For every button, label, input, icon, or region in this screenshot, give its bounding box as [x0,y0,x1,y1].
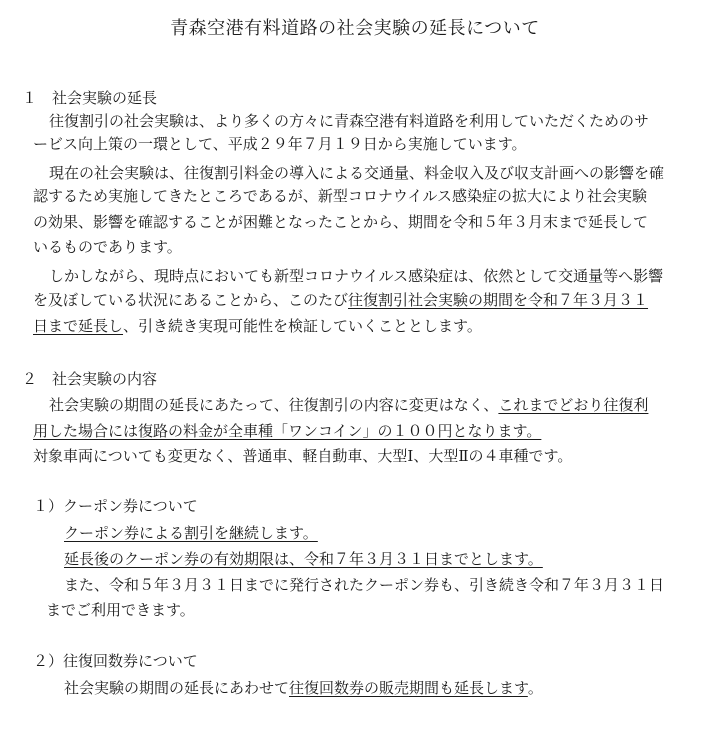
section-1-paragraph-3-line-1: しかしながら、現時点においても新型コロナウイルス感染症は、依然として交通量等へ影響 [49,267,664,285]
section-1-paragraph-3-line-2 [33,290,648,310]
section-1-paragraph-3-line-2-text: を及ぼしている状況にあることから、このたび [33,291,349,309]
section-1-paragraph-2-line-4: いるものであります。 [33,238,182,256]
coupon-heading: １）クーポン券について [33,497,198,515]
coupon-line-4: までご利用できます。 [46,601,195,619]
coupon-line-3: また、令和５年３月３１日までに発行されたクーポン券も、引き続き令和７年３月３１日 [64,576,665,594]
section-2-heading: ２ 社会実験の内容 [22,370,158,388]
coupon-underlined-expiry-text: 延長後のクーポン券の有効期限は、令和７年３月３１日までとします。 [64,550,543,568]
section-1-paragraph-3-line-3 [33,316,482,336]
section-2-paragraph-1-line-1-text: 社会実験の期間の延長にあたって、往復割引の内容に変更はなく、 [49,396,499,414]
section-2-paragraph-2-line-1: 対象車両についても変更なく、普通車、軽自動車、大型Ⅰ、大型Ⅱの４車種です。 [33,447,573,465]
section-1-paragraph-2-line-1: 現在の社会実験は、往復割引料金の導入による交通量、料金収入及び収支計画への影響を確 [49,164,665,182]
section-2-paragraph-1-line-2 [33,421,541,441]
section-2-underlined-one-coin-text: 用した場合には復路の料金が全車種「ワンコイン」の１００円となります。 [33,422,542,440]
section-1-heading: １ 社会実験の延長 [22,89,158,107]
round-trip-ticket-line-1 [64,678,543,698]
section-1-paragraph-1-line-2: ービス向上策の一環として、平成２９年７月１９日から実施しています。 [33,135,527,153]
document-title: 青森空港有料道路の社会実験の延長について [170,18,540,39]
round-trip-ticket-underlined-text: 往復回数券の販売期間も延長します [289,679,528,697]
section-1-underlined-extension-text: 日まで延長し [33,317,124,335]
section-1-paragraph-2-line-3: の効果、影響を確認することが困難となったことから、期間を令和５年３月末まで延長して [33,213,649,231]
section-2-paragraph-1-line-1 [49,395,648,415]
section-2-underlined-discount-text: これまでどおり往復利 [498,396,649,414]
section-1-underlined-period-text: 往復割引社会実験の期間を令和７年３月３１ [348,291,649,309]
section-1-paragraph-2-line-2: 認するため実施してきたところであるが、新型コロナウイルス感染症の拡大により社会実験 [33,187,647,205]
coupon-underlined-continue-text: クーポン券による割引を継続します。 [64,524,318,542]
coupon-line-2 [64,549,543,569]
round-trip-ticket-line-1-end: 。 [527,679,543,697]
coupon-line-1 [64,523,318,543]
section-1-paragraph-1-line-1: 往復割引の社会実験は、より多くの方々に青森空港有料道路を利用していただくためのサ [49,112,650,130]
round-trip-ticket-line-1-text: 社会実験の期間の延長にあわせて [64,679,290,697]
round-trip-ticket-heading: ２）往復回数券について [33,652,198,670]
section-1-paragraph-3-line-3-text: 、引き続き実現可能性を検証していくこととします。 [123,317,482,335]
